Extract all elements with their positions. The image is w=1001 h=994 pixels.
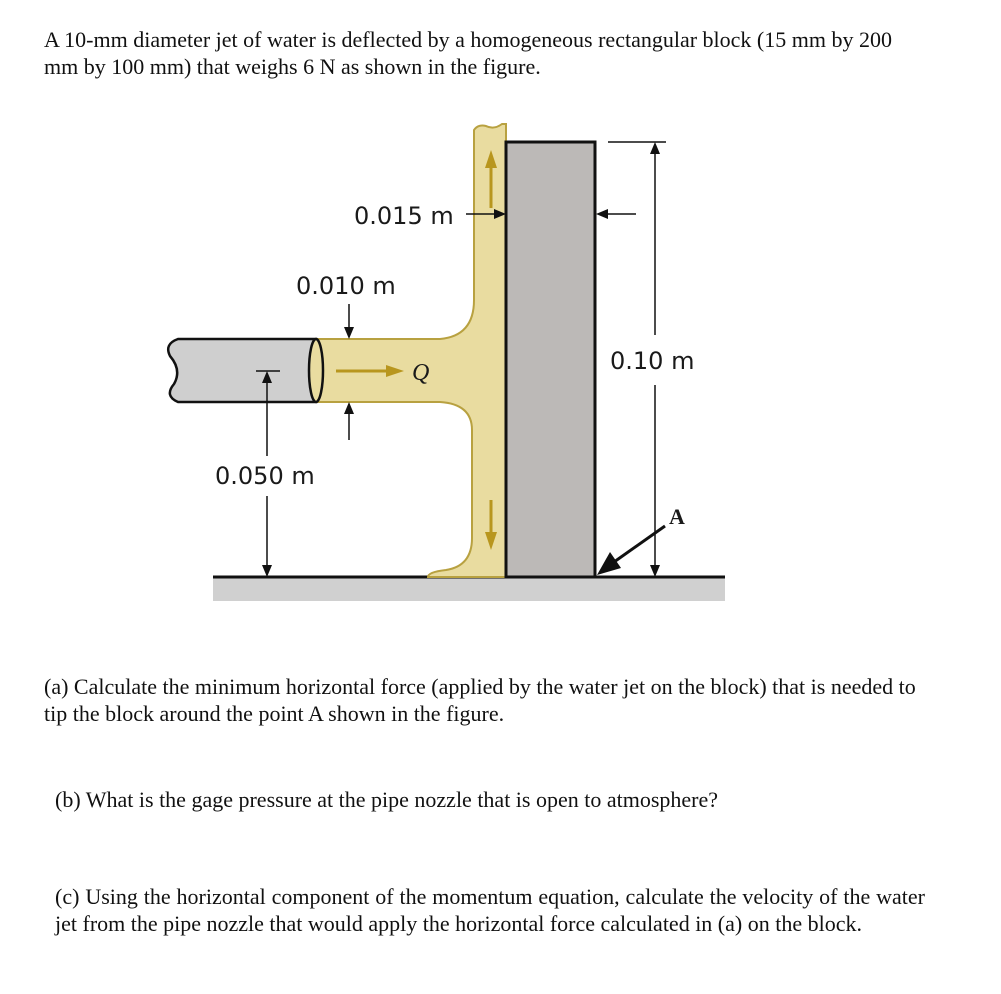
problem-intro: A 10-mm diameter jet of water is deflected by a homogeneous rectangular block (15 mm by 200 mm by 100 mm) that weighs 6 N as shown in the figure. (44, 27, 892, 79)
jet-diameter-label: 0.010 m (296, 272, 396, 300)
block-thickness-label: 0.015 m (354, 202, 454, 230)
question-part-b: (b) What is the gage pressure at the pipe nozzle that is open to atmosphere? (55, 787, 719, 812)
water-jet (316, 124, 506, 577)
jet-height-label: 0.050 m (215, 462, 315, 490)
pivot-point-label: A (669, 504, 685, 529)
flow-rate-label: Q (412, 360, 430, 386)
question-part-c: (c) Using the horizontal component of the momentum equation, calculate the velocity of the water jet from the pipe nozzle that would apply the horizontal force calculated in (a) on the block. (55, 884, 925, 936)
question-part-a: (a) Calculate the minimum horizontal force (applied by the water jet on the block) that is needed to tip the block around the point A shown in the figure. (44, 674, 916, 726)
block-height-label: 0.10 m (610, 347, 695, 375)
pipe-nozzle-end (309, 339, 323, 402)
pipe (168, 339, 316, 402)
ground-surface (213, 577, 725, 601)
rectangular-block (506, 142, 595, 577)
